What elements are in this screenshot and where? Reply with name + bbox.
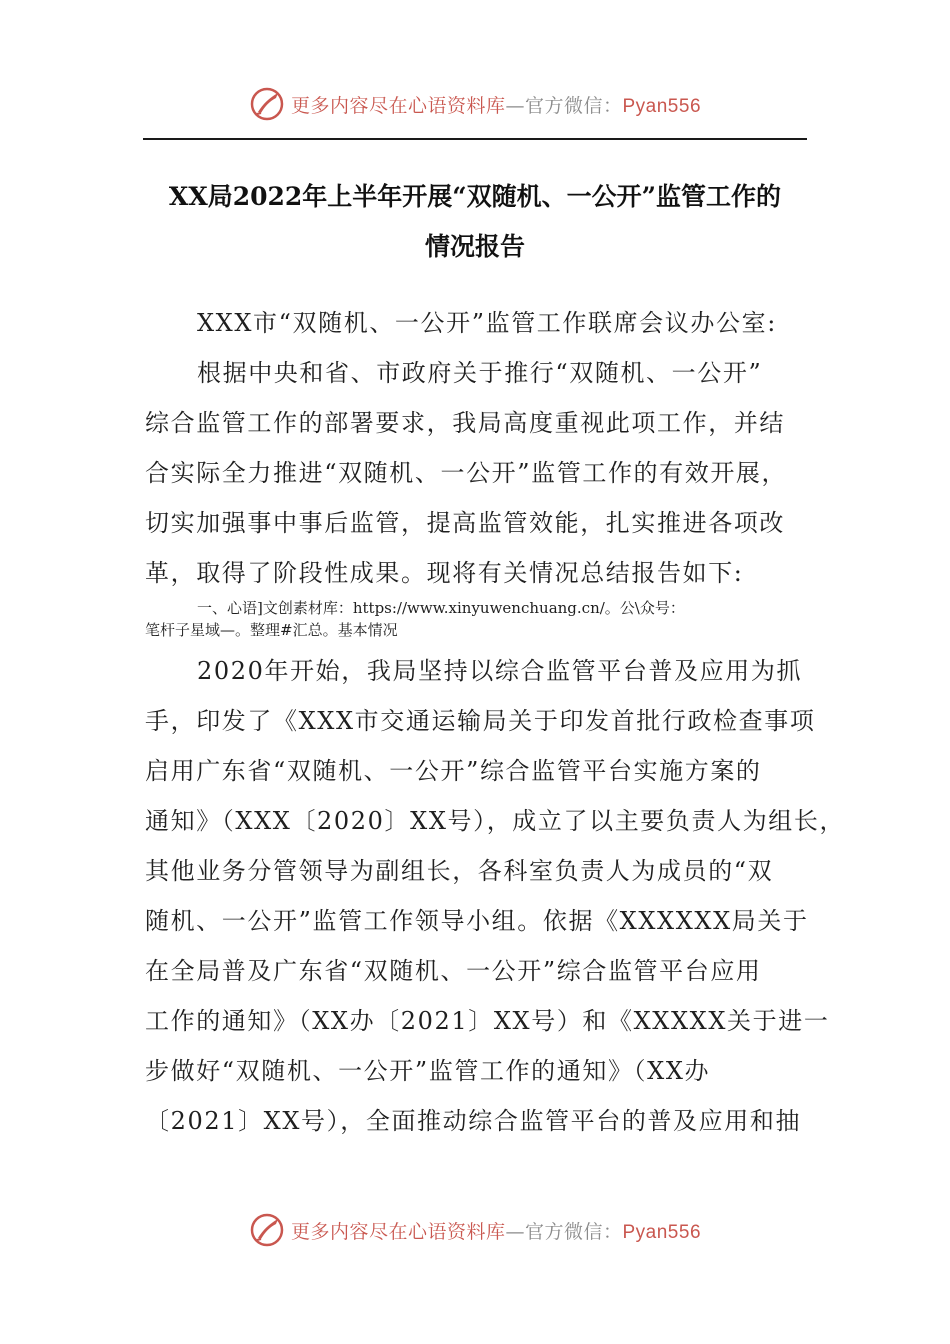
title-line-2: 情况报告 <box>424 232 525 261</box>
para1-line: 综合监管工作的部署要求，我局高度重视此项工作，并结 <box>145 409 785 437</box>
para1-line: 切实加强事中事后监管，提高监管效能，扎实推进各项改 <box>145 509 785 537</box>
para2-line: 步做好“双随机、一公开”监管工作的通知》（XX办 <box>145 1057 711 1085</box>
title-line-1: XX局2022年上半年开展“双随机、一公开”监管工作的 <box>168 182 782 211</box>
para1-line: 革，取得了阶段性成果。现将有关情况总结报告如下: <box>145 559 744 587</box>
banner-text <box>291 1217 701 1244</box>
note-line-1: 一、心语]文创素材库：https://www.xinyuwenchuang.cn/。公\众号： <box>197 599 685 617</box>
para2-line: 〔2021〕XX号），全面推动综合监管平台的普及应用和抽 <box>145 1107 802 1135</box>
header-watermark-banner <box>0 82 950 126</box>
document-title <box>143 172 807 272</box>
footer-watermark-banner <box>0 1208 950 1252</box>
para1-line: 根据中央和省、市政府关于推行“双随机、一公开” <box>197 359 763 387</box>
banner-wechat-id: Pyan556 <box>622 1221 702 1243</box>
banner-text <box>291 91 701 118</box>
pen-logo-icon <box>249 1212 285 1248</box>
para2-line: 通知》（XXX〔2020〕XX号），成立了以主要负责人为组长， <box>145 807 846 835</box>
pen-logo-icon <box>249 86 285 122</box>
para2-line: 工作的通知》（XX办〔2021〕XX号）和《XXXXX关于进一 <box>145 1007 830 1035</box>
para2-line: 2020年开始，我局坚持以综合监管平台普及应用为抓 <box>197 657 803 685</box>
para1-line: 合实际全力推进“双随机、一公开”监管工作的有效开展， <box>145 459 788 487</box>
banner-red-text: 更多内容尽在心语资料库 <box>290 1220 506 1243</box>
banner-gray-text: —官方微信： <box>505 94 623 117</box>
para2-line: 在全局普及广东省“双随机、一公开”综合监管平台应用 <box>145 957 762 985</box>
body-section-2 <box>145 646 846 1146</box>
para2-line: 启用广东省“双随机、一公开”综合监管平台实施方案的 <box>145 757 762 785</box>
note-line-2: 笔杆子星域—。整理#汇总。基本情况 <box>145 621 398 639</box>
body-section-1 <box>145 298 809 598</box>
banner-red-text: 更多内容尽在心语资料库 <box>290 94 506 117</box>
para2-line: 随机、一公开”监管工作领导小组。依据《XXXXXX局关于 <box>145 907 809 935</box>
banner-gray-text: —官方微信： <box>505 1220 623 1243</box>
para2-line: 手，印发了《XXX市交通运输局关于印发首批行政检查事项 <box>145 707 816 735</box>
section-heading-note <box>145 597 809 641</box>
banner-wechat-id: Pyan556 <box>622 95 702 117</box>
para2-line: 其他业务分管领导为副组长，各科室负责人为成员的“双 <box>145 857 774 885</box>
salutation: XXX市“双随机、一公开”监管工作联席会议办公室: <box>197 309 777 337</box>
header-divider <box>143 138 807 140</box>
